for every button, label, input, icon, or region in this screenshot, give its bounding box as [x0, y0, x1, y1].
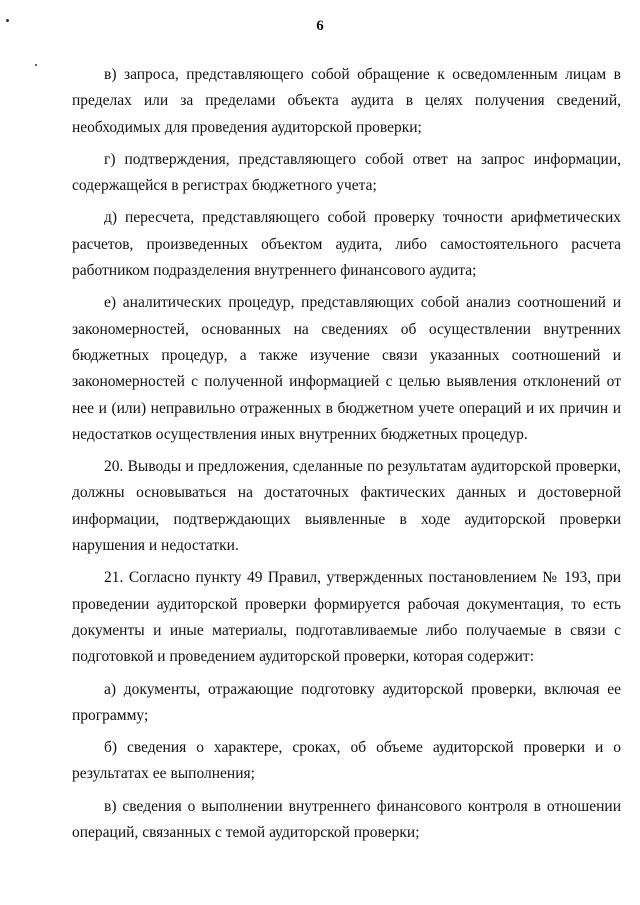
paragraph-b-information: б) сведения о характере, сроках, об объеме аудиторской проверки и о результатах ее выполнения;: [72, 739, 621, 783]
page-number: 6: [316, 18, 324, 34]
paragraph-v-request: в) запроса, представляющего собой обращение к осведомленным лицам в пределах или за пределами объекта аудита в целях получения сведений, необходимых для проведения аудиторской проверки;: [72, 66, 621, 136]
paragraph-g-confirmation: г) подтверждения, представляющего собой ответ на запрос информации, содержащейся в регистрах бюджетного учета;: [72, 150, 621, 195]
body-text: [72, 62, 621, 852]
paragraph-a-documents: а) документы, отражающие подготовку аудиторской проверки, включая ее программу;: [72, 680, 621, 724]
paragraph-v-internal-control: в) сведения о выполнении внутреннего финансового контроля в отношении операций, связанных с темой аудиторской проверки;: [72, 797, 621, 842]
scan-speck: [35, 64, 37, 66]
paragraph-20-conclusions: 20. Выводы и предложения, сделанные по результатам аудиторской проверки, должны основываться на достаточных фактических данных и достоверной информации, подтверждающих выявленные в ходе аудиторской проверки нарушения и недостатки.: [72, 458, 621, 555]
paragraph-21-working-documentation: 21. Согласно пункту 49 Правил, утвержденных постановлением № 193, при проведении аудиторской проверки формируется рабочая документация, то есть документы и иные материалы, подготавливаемые либо получаемые в связи с подготовкой и проведением аудиторской проверки, которая содержит:: [72, 569, 621, 666]
paragraph-d-recalculation: д) пересчета, представляющего собой проверку точности арифметических расчетов, произведенных объектом аудита, либо самостоятельного расчета работником подразделения внутреннего финансового аудита;: [72, 209, 621, 280]
paragraph-e-analytical-procedures: е) аналитических процедур, представляющих собой анализ соотношений и закономерностей, основанных на сведениях об осуществлении внутренних бюджетных процедур, а также изучение связи указанных соотношений и закономерностей с полученной информацией с целью выявления отклонений от нее и (или) неправильно отраженных в бюджетном учете операций и их причин и недостатков осуществления иных внутренних бюджетных процедур.: [72, 294, 621, 443]
